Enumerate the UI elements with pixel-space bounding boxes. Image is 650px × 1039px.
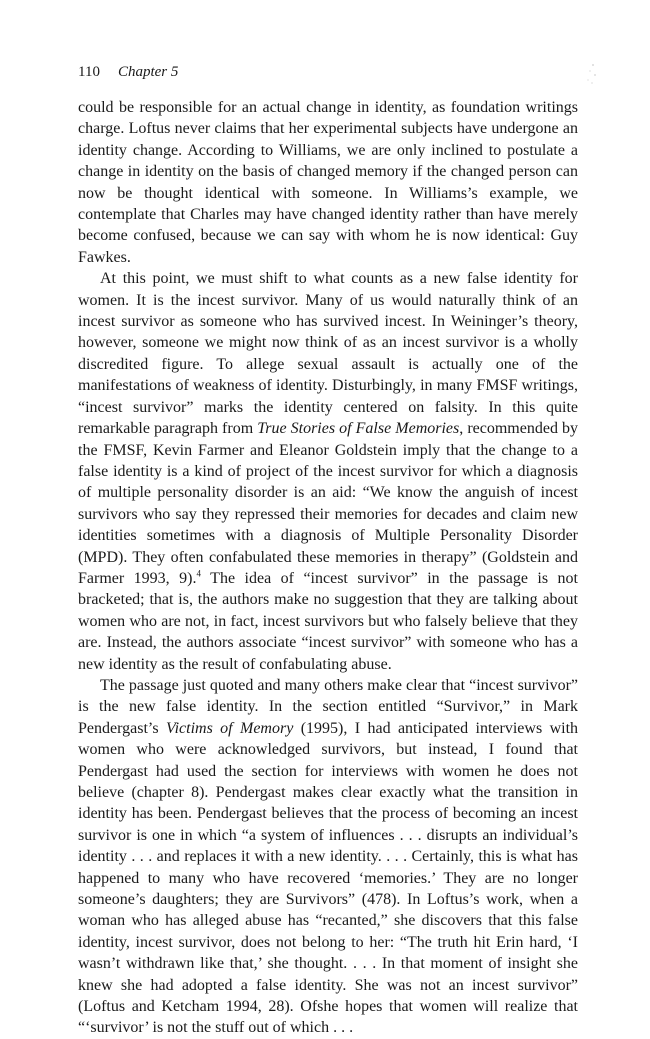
page-speck-mark xyxy=(584,62,598,86)
running-head xyxy=(78,62,178,82)
paragraph-3-text-a: The passage just quoted and many others make clear that “incest survivor” is the new false identity. In the section entitled “Survivor,” in Mark Pendergast’s xyxy=(78,676,578,737)
paragraph-3 xyxy=(78,675,578,1039)
book-title-victims-of-memory: Victims of Memory xyxy=(165,719,294,737)
chapter-title: Chapter 5 xyxy=(117,64,179,80)
body-text xyxy=(78,97,578,1039)
paragraph-2-text-b: , recommended by the FMSF, Kevin Farmer and Eleanor Goldstein imply that the change to a false identity is a kind of project of the incest survivor for which a diagnosis of multiple personality disorder is an aid: “We know the anguish of incest survivors who say they repressed their memories for decades and claim new identities sometimes with a diagnosis of Multiple Personality Disorder (MPD). They often confabulated these memories in therapy” (Goldstein and Farmer 1993, 9). xyxy=(78,420,579,587)
paragraph-2-text-c: The idea of “incest survivor” in the passage is not bracketed; that is, the authors make no suggestion that they are talking about women who are not, in fact, incest survivors but who falsely believe that they are. Instead, the authors associate “incest survivor” with someone who has a new identity as the result of confabulating abuse. xyxy=(78,569,579,673)
paragraph-2 xyxy=(78,268,578,675)
paragraph-1 xyxy=(78,97,578,268)
paragraph-1-text: could be responsible for an actual change in identity, as foundation writings charge. Loftus never claims that her experimental subjects have undergone an identity change. According to Williams, we are only inclined to postulate a change in identity on the basis of changed memory if the changed person can now be thought identical with someone. In Williams’s example, we contemplate that Charles may have changed identity rather than have merely become confused, because we can say with whom he is now identical: Guy Fawkes. xyxy=(78,99,578,266)
paragraph-2-text-a: At this point, we must shift to what counts as a new false identity for women. It is the incest survivor. Many of us would naturally think of an incest survivor as someone who has survived incest. In Weininger’s theory, however, someone we might now think of as an incest survivor is a wholly discredited figure. To allege sexual assault is actually one of the manifestations of weakness of identity. Disturbingly, in many FMSF writings, “incest survivor” marks the identity centered on falsity. In this quite remarkable paragraph from xyxy=(78,270,578,438)
footnote-marker-4: 4 xyxy=(196,568,201,579)
paragraph-3-text-b: (1995), I had anticipated interviews with women who were acknowledged survivors, but instead, I found that Pendergast had used the section for interviews with women he does not believe (chapter 8). Pendergast makes clear exactly what the transition in identity has been. Pendergast believes that the process of becoming an incest survivor is one in which “a system of influences . . . disrupts an individual’s identity . . . and replaces it with a new identity. . . . Certainly, this is what has happened to many who have recovered ‘memories.’ They are no longer someone’s daughters; they are Survivors” (478). In Loftus’s work, when a woman who has alleged abuse has “recanted,” she discovers that this false identity, incest survivor, does not belong to her: “The truth hit Erin hard, ‘I wasn’t withdrawn like that,’ she thought. . . . In that moment of insight she knew she had adopted a false identity. She was not an incest survivor” (Loftus and Ketcham 1994, 28). Ofshe hopes that women will realize that “‘survivor’ is not the stuff out of which . . . xyxy=(78,719,579,1037)
page-number: 110 xyxy=(78,64,100,80)
book-title-true-stories: True Stories of False Memories xyxy=(257,420,460,438)
